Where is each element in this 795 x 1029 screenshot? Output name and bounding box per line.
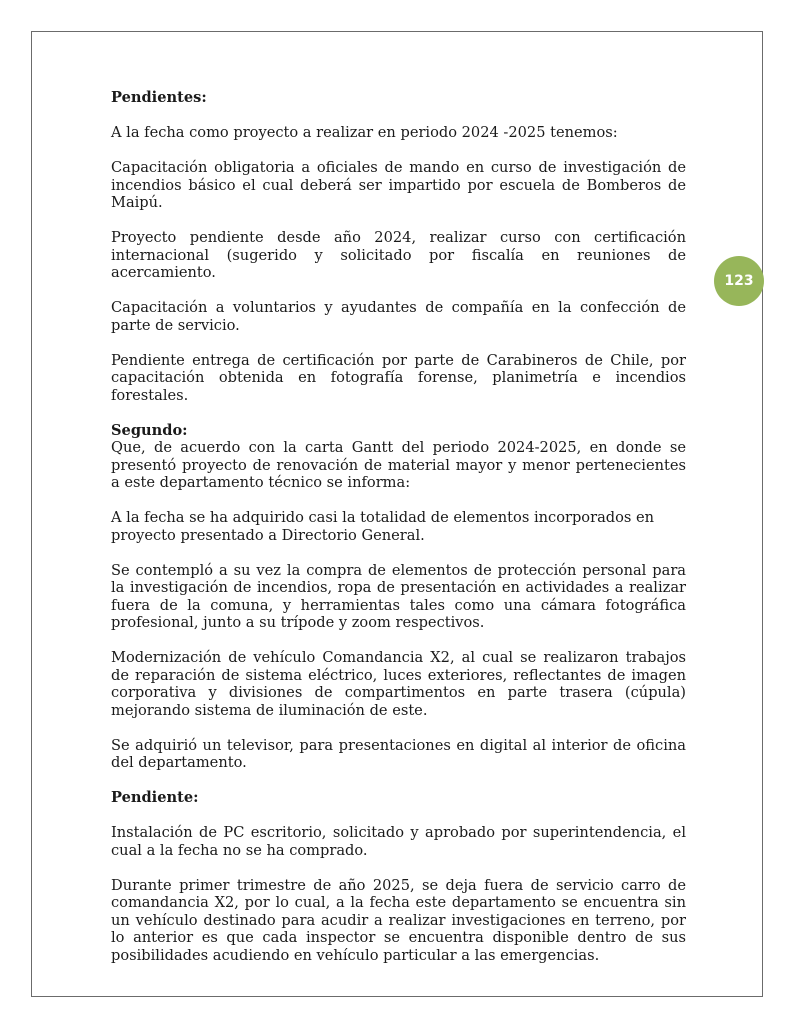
paragraph-capacitacion-oficiales: Capacitación obligatoria a oficiales de mando en curso de investigación de incendios básico el cual deberá ser impartido por escuela de Bomberos de Maipú. <box>111 159 686 211</box>
paragraph-carta-gantt: Que, de acuerdo con la carta Gantt del periodo 2024-2025, en donde se presentó proyecto de renovación de material mayor y menor pertenecientes a este departamento técnico se informa: <box>111 439 686 491</box>
paragraph-proteccion-personal: Se contempló a su vez la compra de elementos de protección personal para la investigación de incendios, ropa de presentación en actividades a realizar fuera de la comuna, y herramientas tales como una cámara fotográfica profesional, junto a su trípode y zoom respectivos. <box>111 561 686 631</box>
paragraph-elementos-adquiridos: A la fecha se ha adquirido casi la totalidad de elementos incorporados en proyecto presentado a Directorio General. <box>111 509 655 544</box>
document-body <box>111 89 686 982</box>
heading-pendiente: Pendiente: <box>111 789 199 806</box>
paragraph-pc-escritorio: Instalación de PC escritorio, solicitado y aprobado por superintendencia, el cual a la fecha no se ha comprado. <box>111 824 686 859</box>
document-page <box>31 31 763 997</box>
paragraph-curso-certificacion: Proyecto pendiente desde año 2024, realizar curso con certificación internacional (sugerido y solicitado por fiscalía en reuniones de acercamiento. <box>111 229 686 281</box>
paragraph-televisor: Se adquirió un televisor, para presentaciones en digital al interior de oficina del departamento. <box>111 736 686 771</box>
page-number-badge: 123 <box>714 256 764 306</box>
paragraph-modernizacion-vehiculo: Modernización de vehículo Comandancia X2, al cual se realizaron trabajos de reparación de sistema eléctrico, luces exteriores, reflectantes de imagen corporativa y divisiones de compartimentos en parte trasera (cúpula) mejorando sistema de iluminación de este. <box>111 649 686 719</box>
heading-segundo: Segundo: <box>111 421 188 439</box>
paragraph-capacitacion-voluntarios: Capacitación a voluntarios y ayudantes de compañía en la confección de parte de servicio. <box>111 299 686 334</box>
paragraph-proyecto-periodo: A la fecha como proyecto a realizar en periodo 2024 -2025 tenemos: <box>111 124 618 141</box>
heading-pendientes: Pendientes: <box>111 89 207 106</box>
paragraph-carro-comandancia: Durante primer trimestre de año 2025, se deja fuera de servicio carro de comandancia X2, por lo cual, a la fecha este departamento se encuentra sin un vehículo destinado para acudir a realizar investigaciones en terreno, por lo anterior es que cada inspector se encuentra disponible dentro de sus posibilidades acudiendo en vehículo particular a las emergencias. <box>111 876 686 964</box>
paragraph-certificacion-carabineros: Pendiente entrega de certificación por parte de Carabineros de Chile, por capacitación obtenida en fotografía forense, planimetría e incendios forestales. <box>111 351 686 404</box>
